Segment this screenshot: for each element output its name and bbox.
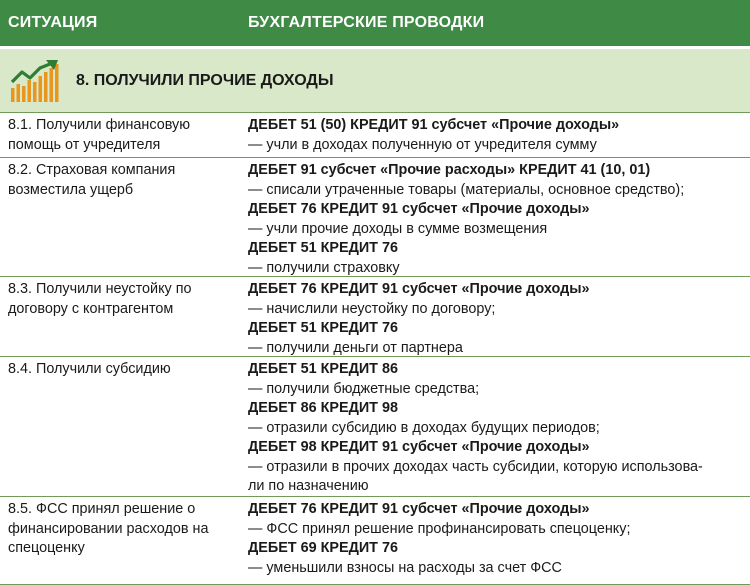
posting-entry: ДЕБЕТ 98 КРЕДИТ 91 субсчет «Прочие доходы»: [248, 439, 590, 455]
section-title: 8. ПОЛУЧИЛИ ПРОЧИЕ ДОХОДЫ: [76, 71, 334, 89]
table-row: [0, 357, 750, 497]
posting-entry: ДЕБЕТ 76 КРЕДИТ 91 субсчет «Прочие доходы»: [248, 281, 590, 297]
table-row: [0, 158, 750, 277]
posting-note: — получили деньги от партнера: [248, 339, 463, 356]
posting-entry: ДЕБЕТ 76 КРЕДИТ 91 субсчет «Прочие доходы»: [248, 201, 590, 217]
posting-note: — отразили субсидию в доходах будущих периодов;: [248, 419, 600, 436]
posting-entry: ДЕБЕТ 91 субсчет «Прочие расходы» КРЕДИТ 41 (10, 01): [248, 162, 651, 178]
situation-column-header: СИТУАЦИЯ: [8, 14, 98, 31]
posting-entry: ДЕБЕТ 86 КРЕДИТ 98: [248, 400, 398, 416]
table-row: [0, 277, 750, 357]
situation-cell: 8.4. Получили субсидию: [8, 361, 171, 377]
posting-entry: ДЕБЕТ 51 (50) КРЕДИТ 91 субсчет «Прочие доходы»: [248, 117, 620, 133]
posting-entry: ДЕБЕТ 51 КРЕДИТ 76: [248, 240, 398, 256]
posting-entry: ДЕБЕТ 51 КРЕДИТ 76: [248, 320, 398, 336]
postings-column-header: БУХГАЛТЕРСКИЕ ПРОВОДКИ: [248, 14, 485, 31]
posting-entry: ДЕБЕТ 76 КРЕДИТ 91 субсчет «Прочие доходы»: [248, 501, 590, 517]
situation-cell: 8.1. Получили финансовую помощь от учредителя: [8, 117, 191, 153]
situation-cell: 8.3. Получили неустойку по договору с контрагентом: [8, 281, 192, 317]
table-header: [0, 0, 750, 49]
posting-note: — получили бюджетные средства;: [248, 380, 480, 397]
growth-chart-icon: [10, 58, 60, 104]
postings-cell: [248, 357, 750, 496]
postings-cell: [248, 113, 750, 157]
posting-note: ли по назначению: [248, 478, 369, 494]
posting-entry: ДЕБЕТ 69 КРЕДИТ 76: [248, 540, 398, 556]
posting-note: — уменьшили взносы на расходы за счет ФСС: [248, 559, 562, 576]
posting-note: — учли в доходах полученную от учредителя сумму: [248, 136, 597, 153]
posting-note: — отразили в прочих доходах часть субсидии, которую использова-: [248, 458, 703, 475]
postings-cell: [248, 277, 750, 356]
postings-table: [0, 113, 750, 585]
posting-note: — учли прочие доходы в сумме возмещения: [248, 220, 548, 237]
table-row: [0, 113, 750, 158]
table-row: [0, 497, 750, 585]
posting-entry: ДЕБЕТ 51 КРЕДИТ 86: [248, 361, 398, 377]
postings-cell: [248, 158, 750, 276]
posting-note: — ФСС принял решение профинансировать спецоценку;: [248, 520, 631, 537]
section-header: [0, 49, 750, 113]
situation-cell: 8.2. Страховая компания возместила ущерб: [8, 162, 176, 198]
posting-note: — получили страховку: [248, 259, 400, 276]
postings-cell: [248, 497, 750, 584]
situation-cell: 8.5. ФСС принял решение о финансировании расходов на спецоценку: [8, 501, 209, 556]
posting-note: — списали утраченные товары (материалы, основное средство);: [248, 181, 685, 198]
posting-note: — начислили неустойку по договору;: [248, 300, 496, 317]
